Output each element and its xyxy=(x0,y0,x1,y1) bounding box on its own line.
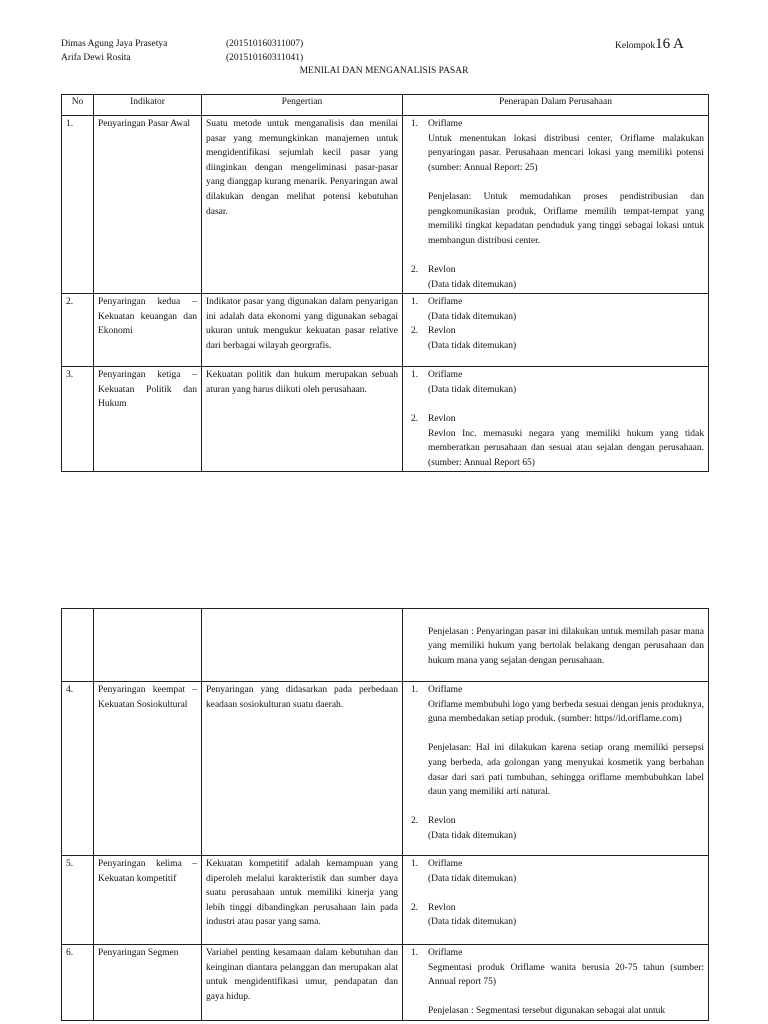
group-value: 16 A xyxy=(655,36,684,52)
row-indikator: Penyaringan kedua – Kekuatan keuangan dan Ekonomi xyxy=(94,294,202,367)
company-name: Oriflame xyxy=(428,119,463,129)
item-text: Penjelasan : Segmentasi tersebut digunakan sebagai alat untuk xyxy=(428,1006,666,1017)
list-number: 1. xyxy=(411,370,419,381)
list-number: 1. xyxy=(411,119,419,129)
item-text: (Data tidak ditemukan) xyxy=(428,917,517,928)
col-header-no: No xyxy=(62,95,94,116)
row-no: 4. xyxy=(62,682,94,856)
item-text: (Data tidak ditemukan) xyxy=(428,311,517,322)
item-text: Oriflame membubuhi logo yang berbeda sesuai dengan jenis produknya, guna membedakan setiap produk. (sumber: https//id.oriflame.com) xyxy=(428,699,704,725)
list-item xyxy=(407,857,704,901)
item-text: (Data tidak ditemukan) xyxy=(428,873,517,884)
list-item xyxy=(407,946,704,1019)
list-item xyxy=(407,901,704,930)
row-pengertian: Suatu metode untuk menganalisis dan menilai pasar yang memungkinkan manajemen untuk mengidentifikasi sejumlah kecil pasar yang diinginkan dengan mengeliminasi pasar-pasar yang dianggap kurang menarik. Penyaringan awal dilakukan dengan melihat potensi kebutuhan dasar. xyxy=(202,116,403,294)
row-no: 6. xyxy=(62,945,94,1021)
list-item xyxy=(407,683,704,814)
page-title: MENILAI DAN MENGANALISIS PASAR xyxy=(299,66,469,76)
row-penerapan xyxy=(403,945,709,1021)
list-number: 1. xyxy=(411,948,419,958)
row-penerapan xyxy=(403,116,709,294)
list-number: 2. xyxy=(411,902,419,913)
row-indikator: Penyaringan Pasar Awal xyxy=(94,116,202,294)
row-no: 1. xyxy=(62,116,94,294)
row-no: 2. xyxy=(62,294,94,367)
author1-name: Dimas Agung Jaya Prasetya xyxy=(61,39,168,49)
row-indikator: Penyaringan keempat – Kekuatan Sosiokultural xyxy=(94,682,202,856)
company-name: Oriflame xyxy=(428,859,463,869)
company-name: Oriflame xyxy=(428,948,463,958)
list-number: 2. xyxy=(411,816,419,827)
list-number: 2. xyxy=(411,413,419,424)
list-item xyxy=(407,295,704,324)
list-item xyxy=(407,117,704,263)
row-penerapan xyxy=(403,609,709,682)
col-header-pengertian: Pengertian xyxy=(202,95,403,116)
table-header-row xyxy=(62,95,709,116)
company-name: Revlon xyxy=(428,326,456,337)
company-name: Oriflame xyxy=(428,297,463,308)
analysis-table-part1 xyxy=(61,94,709,472)
list-number: 2. xyxy=(411,264,419,275)
company-name: Oriflame xyxy=(428,370,463,381)
item-text: Untuk menentukan lokasi distribusi center, Oriflame malakukan penyaringan pasar. Perusahaan mencari lokasi yang memiliki potensi (sumber: Annual Report: 25) xyxy=(428,133,704,173)
group-label-wrap xyxy=(615,37,684,54)
item-text: Penjelasan : Penyaringan pasar ini dilakukan untuk memilah pasar mana yang memiliki hukum yang bertolak belakang dengan perusahaan dan hukum mana yang sejalan dengan perusahaan. xyxy=(428,626,704,666)
row-indikator: Penyaringan Segmen xyxy=(94,945,202,1021)
company-name: Revlon xyxy=(428,902,456,913)
list-item xyxy=(407,324,704,353)
table-row xyxy=(62,116,709,294)
company-name: Oriflame xyxy=(428,685,463,695)
list-item xyxy=(407,814,704,843)
item-text: (Data tidak ditemukan) xyxy=(428,830,517,841)
table-row-continuation xyxy=(62,609,709,682)
author1-id: (201510160311007) xyxy=(226,39,304,49)
item-text: Segmentasi produk Oriflame wanita berusia 20-75 tahun (sumber: Annual report 75) xyxy=(428,962,704,988)
author2-id: (201510160311041) xyxy=(226,53,304,63)
company-name: Revlon xyxy=(428,413,456,424)
page-header xyxy=(0,0,768,90)
row-indikator: Penyaringan ketiga – Kekuatan Politik dan Hukum xyxy=(94,367,202,472)
list-number: 1. xyxy=(411,859,419,869)
list-item xyxy=(407,368,704,412)
col-header-penerapan: Penerapan Dalam Perusahaan xyxy=(403,95,709,116)
item-text: Penjelasan: Untuk memudahkan proses pendistribusian dan pengkomunikasian produk, Oriflame memilih tempat-tempat yang memiliki tingkat kepadatan penduduk yang tinggi sebagai lokasi untuk membangun distribusi center. xyxy=(428,191,704,246)
item-text: Penjelasan: Hal ini dilakukan karena setiap orang memiliki persepsi yang berbeda, ada golongan yang menyukai kosmetik yang berbahan dasar dari sari pati tumbuhan, sehingga oriflame membubuhkan label daun yang memiliki arti natural. xyxy=(428,743,704,798)
table-row xyxy=(62,856,709,945)
group-label: Kelompok xyxy=(615,41,656,51)
row-no: 5. xyxy=(62,856,94,945)
row-pengertian: Kekuatan politik dan hukum merupakan sebuah aturan yang harus diikuti oleh perusahaan. xyxy=(202,367,403,472)
list-item xyxy=(407,263,704,292)
list-item xyxy=(407,412,704,470)
row-pengertian: Penyaringan yang didasarkan pada perbedaan keadaan sosiokulturan suatu daerah. xyxy=(202,682,403,856)
row-indikator: Penyaringan kelima – Kekuatan kompetitif xyxy=(94,856,202,945)
item-text: Revlon Inc. memasuki negara yang memiliki hukum yang tidak memberatkan perusahaan dan sesuai atau sejalan dengan perusahaan. (sumber: Annual Report 65) xyxy=(428,428,704,468)
author2-name: Arifa Dewi Rosita xyxy=(61,53,131,63)
item-text: (Data tidak ditemukan) xyxy=(428,279,517,290)
table-row xyxy=(62,367,709,472)
row-no: 3. xyxy=(62,367,94,472)
item-text: (Data tidak ditemukan) xyxy=(428,384,517,395)
col-header-indikator: Indikator xyxy=(94,95,202,116)
list-number: 1. xyxy=(411,297,419,308)
row-penerapan xyxy=(403,367,709,472)
row-pengertian: Kekuatan kompetitif adalah kemampuan yang diperoleh melalui karakteristik dan sumber daya suatu perusahaan untuk memiliki kinerja yang lebih tinggi dibandingkan perusahaan lain pada industri atau pasar yang sama. xyxy=(202,856,403,945)
row-penerapan xyxy=(403,294,709,367)
table-row xyxy=(62,945,709,1021)
analysis-table-part2 xyxy=(61,608,709,1021)
list-item xyxy=(407,625,704,669)
table-row xyxy=(62,294,709,367)
row-penerapan xyxy=(403,682,709,856)
row-pengertian: Variabel penting kesamaan dalam kebutuhan dan keinginan diantara pelanggan dan merupakan alat untuk mengidentifikasi umur, pendapatan dan gaya hidup. xyxy=(202,945,403,1021)
table-row xyxy=(62,682,709,856)
list-number: 1. xyxy=(411,685,419,695)
list-number: 2. xyxy=(411,326,419,337)
row-pengertian: Indikator pasar yang digunakan dalam penyarigan ini adalah data ekonomi yang digunakan sebagai ukuran untuk mengukur kekuatan pasar relative dari berbagai wilayah georgrafis. xyxy=(202,294,403,367)
item-text: (Data tidak ditemukan) xyxy=(428,340,517,351)
row-penerapan xyxy=(403,856,709,945)
company-name: Revlon xyxy=(428,264,456,275)
company-name: Revlon xyxy=(428,816,456,827)
